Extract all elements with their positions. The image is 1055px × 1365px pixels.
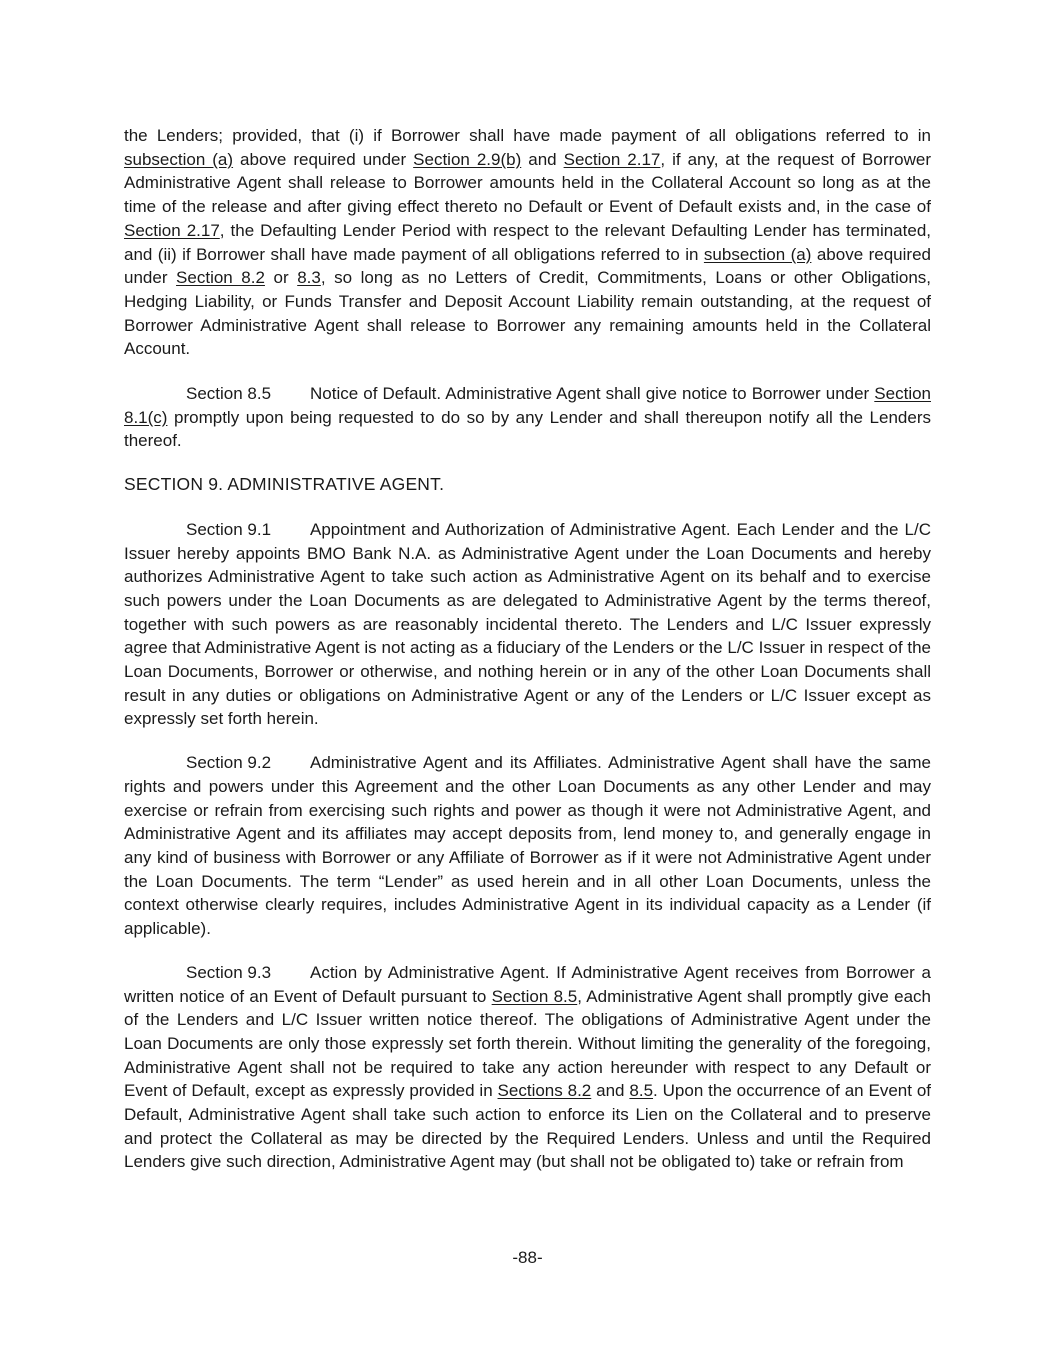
text-run: , the Defaulting Lender Period with respect to the relevant Defaulting Lender has terminated, and (ii) if Borrower shall have made payment of all obligations referred to in <box>124 220 931 264</box>
text-run: and <box>591 1081 630 1101</box>
cross-reference: Section 8.5 <box>491 986 578 1006</box>
text-run: above required under <box>124 244 931 288</box>
page-number: -88- <box>512 1248 543 1267</box>
cross-reference: Section 2.9(b) <box>413 149 522 169</box>
cross-reference: 8.5 <box>629 1081 654 1101</box>
section-number: Section 9.1 <box>186 519 272 539</box>
text-run: Administrative Agent shall give notice to Borrower under <box>441 384 875 404</box>
section-number: Section 9.2 <box>186 753 272 773</box>
text-run: promptly upon being requested to do so by any Lender and shall thereupon notify all the Lenders thereof. <box>124 407 931 451</box>
text-run: If Administrative Agent receives from Borrower a written notice of an Event of Default pursuant to <box>124 962 931 1006</box>
text-run: Administrative Agent shall have the same rights and powers under this Agreement and the other Loan Documents as any other Lender and may exercise or refrain from exercising such rights and power as though it were not Administrative Agent, and Administrative Agent and its affiliates may accept deposits from, lend money to, and generally engage in any kind of business with Borrower or any Affiliate of Borrower as if it were not Administrative Agent under the Loan Documents. The term “Lender” as used herein and in all other Loan Documents, unless the context otherwise clearly requires, includes Administrative Agent in its individual capacity as a Lender (if applicable). <box>124 753 931 939</box>
section-title: Administrative Agent and its Affiliates. <box>310 753 602 773</box>
cross-reference: subsection (a) <box>703 244 812 264</box>
document-page <box>124 124 931 1194</box>
text-run: or <box>264 268 298 288</box>
section-title: Action by Administrative Agent. <box>310 962 550 982</box>
section-title: Appointment and Authorization of Administrative Agent. <box>310 519 731 539</box>
cross-reference: Section 2.17 <box>563 149 661 169</box>
cross-reference: Sections 8.2 <box>497 1081 592 1101</box>
cross-reference: Section 8.2 <box>176 268 265 288</box>
text-run: , if any, at the request of Borrower Administrative Agent shall release to Borrower amounts held in the Collateral Account so long as at the time of the release and after giving effect thereto no Default or Event of Default exists and, in the case of <box>124 149 932 217</box>
text-run: above required under <box>233 149 414 169</box>
section-8-5 <box>124 382 931 453</box>
section-title: Notice of Default. <box>310 384 442 404</box>
text-run: and <box>521 149 564 169</box>
section-9-3 <box>124 961 931 1174</box>
cross-reference: Section 8.1(c) <box>124 384 931 427</box>
text-run: . Upon the occurrence of an Event of Default, Administrative Agent shall take such action to enforce its Lien on the Collateral and to preserve and protect the Collateral as may be directed by the Required Lenders. Unless and until the Required Lenders give such direction, Administrative Agent may (but shall not be obligated to) take or refrain from <box>124 1081 932 1172</box>
section-9-2 <box>124 751 931 941</box>
section-number: Section 8.5 <box>186 384 272 404</box>
section-9-1 <box>124 518 931 731</box>
text-run: , so long as no Letters of Credit, Commitments, Loans or other Obligations, Hedging Liability, or Funds Transfer and Deposit Account Liability remain outstanding, at the request of Borrower Administrative Agent shall release to Borrower any remaining amounts held in the Collateral Account. <box>124 268 932 359</box>
text-run: , Administrative Agent shall promptly give each of the Lenders and L/C Issuer written notice thereof. The obligations of Administrative Agent under the Loan Documents are only those expressly set forth therein. Without limiting the generality of the foregoing, Administrative Agent shall not be required to take any action hereunder with respect to any Default or Event of Default, except as expressly provided in <box>124 986 931 1101</box>
section-9-heading: SECTION 9. ADMINISTRATIVE AGENT. <box>124 474 445 495</box>
cross-reference: 8.3 <box>297 268 321 288</box>
text-run: Each Lender and the L/C Issuer hereby appoints BMO Bank N.A. as Administrative Agent under the Loan Documents and hereby authorizes Administrative Agent to take such action as Administrative Agent on its behalf and to exercise such powers under the Loan Documents as are delegated to Administrative Agent by the terms thereof, together with such powers as are reasonably incidental thereto. The Lenders and L/C Issuer expressly agree that Administrative Agent is not acting as a fiduciary of the Lenders or the L/C Issuer in respect of the Loan Documents, Borrower or otherwise, and nothing herein or in any of the other Loan Documents shall result in any duties or obligations on Administrative Agent or any of the Lenders or L/C Issuer except as expressly set forth herein. <box>124 519 931 729</box>
section-number: Section 9.3 <box>186 962 272 982</box>
paragraph-collateral-release <box>124 124 931 361</box>
cross-reference: subsection (a) <box>124 149 234 169</box>
cross-reference: Section 2.17 <box>124 220 220 240</box>
text-run: the Lenders; provided, that (i) if Borrower shall have made payment of all obligations referred to in <box>124 126 931 145</box>
